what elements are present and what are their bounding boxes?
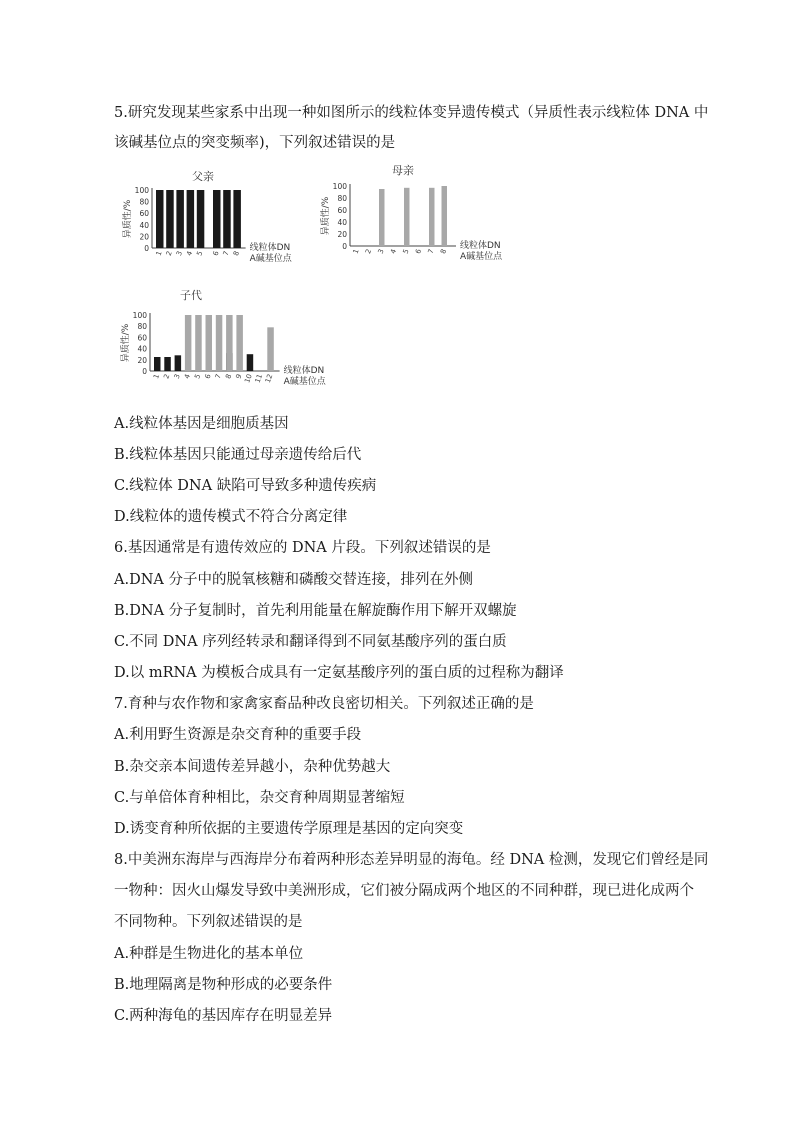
q6-option-d: D.以 mRNA 为模板合成具有一定氨基酸序列的蛋白质的过程称为翻译 (114, 665, 564, 681)
x-tick-label: 10 (243, 372, 254, 385)
y-tick-label: 80 (137, 322, 147, 332)
chart-title: 父亲 (192, 170, 214, 183)
x-tick-label: 2 (364, 247, 374, 255)
x-tick-label: 5 (401, 247, 411, 255)
q5-option-b: B.线粒体基因只能通过母亲遗传给后代 (114, 447, 362, 463)
y-tick-label: 0 (142, 367, 147, 376)
q6-option-a: A.DNA 分子中的脱氧核糖和磷酸交替连接，排列在外侧 (114, 572, 473, 588)
chart-title: 子代 (180, 289, 202, 302)
q7-option-c: C.与单倍体育种相比，杂交育种周期显著缩短 (114, 790, 405, 806)
bar (223, 190, 231, 248)
y-tick-label: 60 (137, 333, 147, 343)
bar (197, 190, 205, 248)
bar (233, 190, 241, 248)
x-tick-label: 1 (152, 372, 162, 380)
bar (247, 354, 254, 371)
bar (442, 186, 448, 246)
y-tick-label: 80 (337, 194, 347, 203)
q5-stem-line2: 该碱基位点的突变频率)，下列叙述错误的是 (114, 135, 396, 151)
x-tick-label: 8 (439, 247, 449, 255)
x-tick-label: 2 (162, 372, 172, 380)
q5-option-c: C.线粒体 DNA 缺陷可导致多种遗传疾病 (114, 478, 377, 494)
q6-option-b: B.DNA 分子复制时，首先利用能量在解旋酶作用下解开双螺旋 (114, 603, 517, 619)
bar (175, 355, 182, 371)
y-tick-label: 20 (139, 232, 149, 242)
q7-option-b: B.杂交亲本间遗传差异越小，杂种优势越大 (114, 759, 391, 775)
q8-option-a: A.种群是生物进化的基本单位 (114, 946, 304, 962)
q5-option-a: A.线粒体基因是细胞质基因 (114, 416, 289, 432)
bar (206, 315, 213, 371)
bar (226, 315, 233, 371)
x-tick-label: 9 (234, 372, 244, 380)
bar (429, 188, 435, 246)
q8-stem-line1: 8.中美洲东海岸与西海岸分布着两种形态差异明显的海龟。经 DNA 检测，发现它们曾经是同 (114, 852, 709, 868)
x-axis-label-line2: A碱基位点 (283, 377, 326, 387)
x-tick-label: 1 (154, 249, 164, 257)
y-axis-label: 异质性/% (123, 199, 133, 239)
x-axis-label-line2: A碱基位点 (460, 252, 503, 262)
q6-stem: 6.基因通常是有遗传效应的 DNA 片段。下列叙述错误的是 (114, 540, 491, 556)
x-tick-label: 5 (193, 372, 203, 380)
y-tick-label: 0 (144, 244, 149, 253)
x-tick-label: 7 (213, 372, 223, 380)
q5-stem-line1: 5.研究发现某些家系中出现一种如图所示的线粒体变异遗传模式（异质性表示线粒体 DNA 中 (114, 105, 709, 121)
x-axis-label-line1: 线粒体DN (249, 243, 291, 253)
q7-option-d: D.诱变育种所依据的主要遗传学原理是基因的定向突变 (114, 821, 464, 837)
y-tick-label: 100 (332, 182, 347, 191)
bar (267, 327, 274, 371)
x-tick-label: 8 (231, 249, 242, 257)
bar (404, 188, 410, 246)
x-tick-label: 5 (195, 249, 205, 257)
x-tick-label: 6 (203, 372, 213, 380)
x-tick-label: 8 (224, 372, 234, 380)
x-axis-label-line1: 线粒体DN (460, 241, 501, 251)
bar (379, 189, 385, 246)
x-tick-label: 7 (221, 249, 231, 257)
x-tick-label: 2 (164, 249, 174, 257)
bar (216, 315, 223, 371)
bar (213, 190, 221, 248)
chart-mother (310, 162, 510, 272)
x-tick-label: 6 (211, 249, 221, 257)
x-tick-label: 11 (253, 372, 265, 385)
y-tick-label: 100 (134, 186, 149, 195)
bar (176, 190, 184, 248)
bar (156, 190, 164, 248)
y-tick-label: 20 (137, 355, 147, 365)
y-tick-label: 40 (137, 344, 147, 354)
x-axis-label-line1: 线粒体DN (283, 366, 325, 376)
y-tick-label: 20 (337, 230, 347, 239)
x-tick-label: 3 (174, 249, 185, 257)
y-tick-label: 100 (132, 311, 147, 320)
bar (185, 315, 192, 371)
q8-stem-line2: 一物种：因火山爆发导致中美洲形成，它们被分隔成两个地区的不同种群，现已进化成两个 (114, 883, 694, 899)
bar (187, 190, 195, 248)
bar (166, 190, 174, 248)
chart-mother-svg (310, 162, 510, 272)
q8-stem-line3: 不同物种。下列叙述错误的是 (114, 914, 303, 930)
x-tick-label: 4 (182, 372, 193, 380)
q8-option-b: B.地理隔离是物种形成的必要条件 (114, 977, 333, 993)
bar (236, 315, 243, 371)
x-tick-label: 4 (389, 247, 399, 255)
bar (154, 357, 161, 371)
x-tick-label: 4 (185, 249, 195, 257)
y-axis-label: 异质性/% (321, 196, 331, 236)
x-tick-label: 3 (172, 372, 182, 380)
y-axis-label: 异质性/% (121, 323, 131, 363)
x-tick-label: 3 (376, 247, 386, 255)
y-tick-label: 80 (139, 197, 149, 207)
chart-offspring (112, 287, 327, 397)
q6-option-c: C.不同 DNA 序列经转录和翻译得到不同氨基酸序列的蛋白质 (114, 634, 507, 650)
y-tick-label: 60 (139, 209, 149, 219)
chart-title: 母亲 (392, 164, 414, 177)
x-tick-label: 12 (263, 372, 275, 385)
y-tick-label: 60 (337, 206, 347, 215)
chart-offspring-svg (112, 287, 327, 397)
x-tick-label: 7 (426, 247, 436, 255)
bar (195, 315, 202, 371)
q8-option-c: C.两种海龟的基因库存在明显差异 (114, 1008, 333, 1024)
q7-stem: 7.育种与农作物和家禽家畜品种改良密切相关。下列叙述正确的是 (114, 696, 534, 712)
x-axis-label-line2: A碱基位点 (249, 254, 292, 264)
chart-father (112, 168, 312, 278)
chart-father-svg (112, 168, 312, 278)
y-tick-label: 40 (139, 220, 149, 230)
y-tick-label: 40 (337, 218, 347, 227)
y-tick-label: 0 (342, 242, 347, 251)
x-tick-label: 1 (351, 247, 361, 255)
q7-option-a: A.利用野生资源是杂交育种的重要手段 (114, 727, 362, 743)
q5-option-d: D.线粒体的遗传模式不符合分离定律 (114, 509, 348, 525)
x-tick-label: 6 (414, 247, 424, 255)
bar (164, 357, 171, 371)
